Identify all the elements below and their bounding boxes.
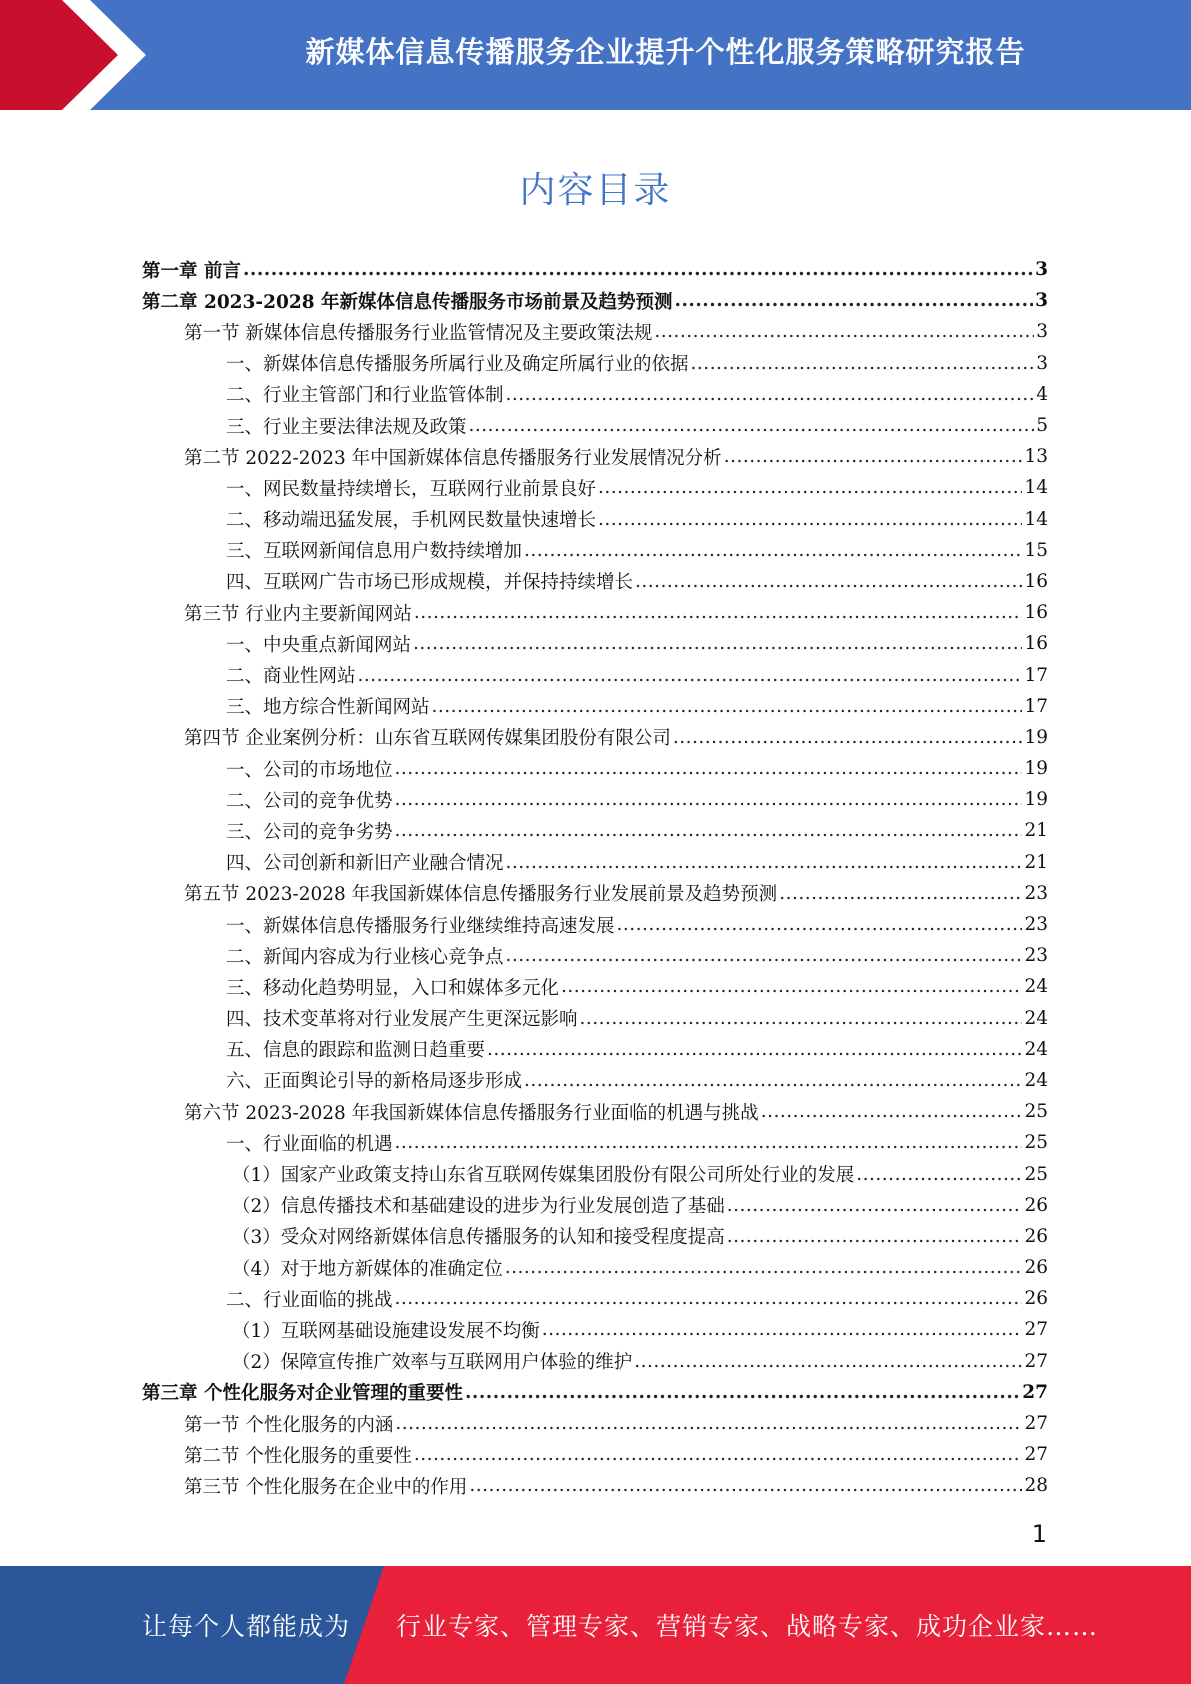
toc-entry-title: 三、地方综合性新闻网站	[226, 693, 432, 719]
toc-entry-title: 第四节 企业案例分析：山东省互联网传媒集团股份有限公司	[184, 724, 673, 750]
toc-entry[interactable]	[142, 504, 1048, 535]
toc-entry[interactable]	[142, 1221, 1048, 1252]
toc-entry[interactable]	[142, 535, 1048, 566]
toc-entry-title: 三、移动化趋势明显，入口和媒体多元化	[226, 974, 561, 1000]
toc-entry[interactable]	[142, 566, 1048, 597]
toc-entry-page: 17	[1024, 695, 1048, 717]
page-header	[0, 0, 1191, 110]
toc-entry-page: 5	[1036, 415, 1048, 437]
toc-dot-leader	[779, 883, 1022, 904]
toc-entry-title: 第二节 2022-2023 年中国新媒体信息传播服务行业发展情况分析	[184, 444, 724, 470]
toc-entry[interactable]	[142, 316, 1048, 347]
toc-dot-leader	[505, 1257, 1023, 1278]
toc-dot-leader	[506, 852, 1023, 873]
toc-entry-title: 五、信息的跟踪和监测日趋重要	[226, 1036, 487, 1062]
toc-entry-page: 16	[1024, 570, 1048, 592]
toc-dot-leader	[675, 290, 1034, 311]
toc-dot-leader	[413, 633, 1022, 654]
toc-entry-page: 24	[1024, 976, 1048, 998]
toc-entry-page: 17	[1024, 664, 1048, 686]
toc-entry[interactable]	[142, 1377, 1048, 1408]
toc-entry-title: 四、技术变革将对行业发展产生更深远影响	[226, 1005, 580, 1031]
toc-entry-title: （1）国家产业政策支持山东省互联网传媒集团股份有限公司所处行业的发展	[232, 1161, 856, 1187]
toc-entry-title: 四、公司创新和新旧产业融合情况	[226, 849, 506, 875]
toc-entry-title: （3）受众对网络新媒体信息传播服务的认知和接受程度提高	[232, 1223, 727, 1249]
toc-entry[interactable]	[142, 847, 1048, 878]
toc-entry[interactable]	[142, 1034, 1048, 1065]
page-number: 1	[1031, 1520, 1047, 1548]
toc-entry-page: 3	[1035, 259, 1048, 281]
toc-entry-page: 23	[1024, 882, 1048, 904]
toc-entry[interactable]	[142, 1470, 1048, 1501]
toc-entry-page: 27	[1024, 1350, 1048, 1372]
toc-entry-title: 六、正面舆论引导的新格局逐步形成	[226, 1067, 524, 1093]
toc-dot-leader	[506, 384, 1035, 405]
toc-entry-page: 14	[1024, 477, 1048, 499]
toc-entry[interactable]	[142, 348, 1048, 379]
toc-entry-page: 23	[1024, 914, 1048, 936]
toc-entry-page: 15	[1024, 539, 1048, 561]
toc-dot-leader	[580, 1008, 1023, 1029]
toc-entry[interactable]	[142, 1346, 1048, 1377]
toc-heading: 内容目录	[519, 170, 672, 211]
toc-entry[interactable]	[142, 1314, 1048, 1345]
toc-dot-leader	[673, 727, 1023, 748]
toc-dot-leader	[598, 509, 1022, 530]
toc-dot-leader	[414, 602, 1023, 623]
toc-entry-title: 四、互联网广告市场已形成规模，并保持持续增长	[226, 568, 635, 594]
toc-entry-page: 13	[1024, 446, 1048, 468]
toc-entry[interactable]	[142, 1439, 1048, 1470]
toc-entry-page: 16	[1024, 602, 1048, 624]
toc-entry-page: 26	[1024, 1257, 1048, 1279]
toc-entry-page: 16	[1024, 633, 1048, 655]
toc-entry[interactable]	[142, 1003, 1048, 1034]
toc-entry-page: 25	[1024, 1101, 1048, 1123]
toc-dot-leader	[395, 820, 1023, 841]
toc-entry-page: 19	[1024, 789, 1048, 811]
toc-dot-leader	[432, 696, 1023, 717]
table-of-contents	[142, 254, 1048, 1502]
toc-entry-page: 24	[1024, 1038, 1048, 1060]
toc-dot-leader	[395, 1413, 1022, 1434]
toc-entry-page: 19	[1024, 726, 1048, 748]
toc-entry-title: 二、新闻内容成为行业核心竞争点	[226, 943, 506, 969]
toc-entry-page: 26	[1024, 1225, 1048, 1247]
toc-dot-leader	[395, 758, 1023, 779]
toc-entry[interactable]	[142, 1065, 1048, 1096]
toc-entry[interactable]	[142, 441, 1048, 472]
toc-entry-page: 27	[1024, 1444, 1048, 1466]
toc-entry-page: 26	[1024, 1288, 1048, 1310]
toc-entry-title: 一、新媒体信息传播服务所属行业及确定所属行业的依据	[226, 350, 691, 376]
toc-dot-leader	[524, 540, 1022, 561]
toc-entry-title: 三、互联网新闻信息用户数持续增加	[226, 537, 524, 563]
toc-entry-title: 第二章 2023-2028 年新媒体信息传播服务市场前景及趋势预测	[142, 288, 675, 314]
toc-entry-title: 一、行业面临的机遇	[226, 1130, 395, 1156]
toc-dot-leader	[635, 571, 1022, 592]
toc-entry-page: 3	[1036, 321, 1048, 343]
toc-entry-page: 14	[1024, 508, 1048, 530]
toc-dot-leader	[856, 1164, 1022, 1185]
toc-entry[interactable]	[142, 940, 1048, 971]
toc-entry[interactable]	[142, 878, 1048, 909]
toc-dot-leader	[469, 415, 1035, 436]
toc-dot-leader	[727, 1195, 1023, 1216]
toc-entry-title: 第二节 个性化服务的重要性	[184, 1442, 414, 1468]
toc-entry[interactable]	[142, 1127, 1048, 1158]
toc-dot-leader	[654, 321, 1034, 342]
toc-entry[interactable]	[142, 597, 1048, 628]
toc-entry-page: 21	[1024, 851, 1048, 873]
toc-entry[interactable]	[142, 628, 1048, 659]
toc-dot-leader	[395, 1288, 1023, 1309]
toc-dot-leader	[761, 1101, 1023, 1122]
footer-slogan-right: 行业专家、管理专家、营销专家、战略专家、成功企业家……	[396, 1612, 1099, 1641]
toc-dot-leader	[465, 1382, 1020, 1403]
toc-entry[interactable]	[142, 285, 1048, 316]
toc-dot-leader	[617, 914, 1023, 935]
toc-entry-title: （2）保障宣传推广效率与互联网用户体验的维护	[232, 1348, 634, 1374]
toc-entry-title: 二、行业面临的挑战	[226, 1286, 395, 1312]
toc-entry-page: 19	[1024, 758, 1048, 780]
toc-entry-title: 三、公司的竞争劣势	[226, 818, 395, 844]
toc-dot-leader	[561, 976, 1022, 997]
toc-entry-page: 25	[1024, 1163, 1048, 1185]
toc-dot-leader	[634, 1351, 1022, 1372]
toc-entry-page: 28	[1024, 1475, 1048, 1497]
toc-entry-title: 二、移动端迅猛发展，手机网民数量快速增长	[226, 506, 598, 532]
toc-entry-title: （1）互联网基础设施建设发展不均衡	[232, 1317, 542, 1343]
toc-entry-title: （2）信息传播技术和基础建设的进步为行业发展创造了基础	[232, 1192, 727, 1218]
toc-entry-title: 一、新媒体信息传播服务行业继续维持高速发展	[226, 912, 617, 938]
toc-entry[interactable]	[142, 753, 1048, 784]
toc-entry[interactable]	[142, 254, 1048, 285]
toc-entry[interactable]	[142, 1283, 1048, 1314]
toc-entry[interactable]	[142, 909, 1048, 940]
toc-entry-page: 23	[1024, 945, 1048, 967]
page-footer	[0, 1566, 1191, 1684]
toc-entry-title: 一、网民数量持续增长，互联网行业前景良好	[226, 475, 598, 501]
toc-dot-leader	[395, 1132, 1023, 1153]
toc-dot-leader	[724, 446, 1023, 467]
toc-dot-leader	[542, 1319, 1023, 1340]
toc-entry-page: 25	[1024, 1132, 1048, 1154]
toc-entry[interactable]	[142, 659, 1048, 690]
toc-dot-leader	[469, 1475, 1022, 1496]
toc-entry[interactable]	[142, 472, 1048, 503]
toc-entry-title: 一、公司的市场地位	[226, 756, 395, 782]
report-title: 新媒体信息传播服务企业提升个性化服务策略研究报告	[305, 34, 1026, 69]
toc-entry-title: 第一节 个性化服务的内涵	[184, 1411, 395, 1437]
toc-entry-title: 二、公司的竞争优势	[226, 787, 395, 813]
toc-entry-page: 26	[1024, 1194, 1048, 1216]
toc-dot-leader	[358, 665, 1023, 686]
toc-entry[interactable]	[142, 784, 1048, 815]
toc-dot-leader	[395, 789, 1023, 810]
toc-entry-title: 二、商业性网站	[226, 662, 358, 688]
toc-dot-leader	[506, 945, 1023, 966]
toc-entry[interactable]	[142, 410, 1048, 441]
toc-entry-page: 3	[1036, 352, 1048, 374]
toc-entry[interactable]	[142, 1096, 1048, 1127]
toc-entry-page: 3	[1035, 290, 1048, 312]
toc-entry-title: 第六节 2023-2028 年我国新媒体信息传播服务行业面临的机遇与挑战	[184, 1099, 761, 1125]
toc-entry-title: 三、行业主要法律法规及政策	[226, 413, 469, 439]
toc-entry-title: 第三章 个性化服务对企业管理的重要性	[142, 1379, 465, 1405]
toc-entry[interactable]	[142, 971, 1048, 1002]
toc-entry[interactable]	[142, 691, 1048, 722]
toc-entry-page: 27	[1024, 1413, 1048, 1435]
toc-dot-leader	[727, 1226, 1023, 1247]
toc-entry-title: 第三节 行业内主要新闻网站	[184, 600, 414, 626]
toc-entry[interactable]	[142, 379, 1048, 410]
toc-entry-title: 第五节 2023-2028 年我国新媒体信息传播服务行业发展前景及趋势预测	[184, 880, 779, 906]
toc-entry[interactable]	[142, 1190, 1048, 1221]
toc-entry-title: 第一章 前言	[142, 257, 243, 283]
toc-entry[interactable]	[142, 1252, 1048, 1283]
toc-dot-leader	[691, 353, 1035, 374]
toc-entry-title: （4）对于地方新媒体的准确定位	[232, 1255, 505, 1281]
toc-entry-page: 27	[1024, 1319, 1048, 1341]
toc-entry[interactable]	[142, 815, 1048, 846]
toc-entry-page: 4	[1036, 383, 1048, 405]
toc-entry[interactable]	[142, 1158, 1048, 1189]
toc-entry-page: 21	[1024, 820, 1048, 842]
toc-entry-title: 一、中央重点新闻网站	[226, 631, 413, 657]
toc-entry-page: 27	[1022, 1381, 1048, 1403]
toc-dot-leader	[598, 477, 1022, 498]
toc-dot-leader	[524, 1070, 1022, 1091]
toc-entry[interactable]	[142, 722, 1048, 753]
toc-entry-title: 第一节 新媒体信息传播服务行业监管情况及主要政策法规	[184, 319, 654, 345]
toc-entry-title: 二、行业主管部门和行业监管体制	[226, 381, 506, 407]
toc-entry-page: 24	[1024, 1069, 1048, 1091]
toc-entry-page: 24	[1024, 1007, 1048, 1029]
toc-dot-leader	[487, 1039, 1022, 1060]
toc-dot-leader	[243, 259, 1033, 280]
toc-entry[interactable]	[142, 1408, 1048, 1439]
footer-slogan-left: 让每个人都能成为	[142, 1612, 351, 1641]
toc-entry-title: 第三节 个性化服务在企业中的作用	[184, 1473, 469, 1499]
toc-dot-leader	[414, 1444, 1023, 1465]
